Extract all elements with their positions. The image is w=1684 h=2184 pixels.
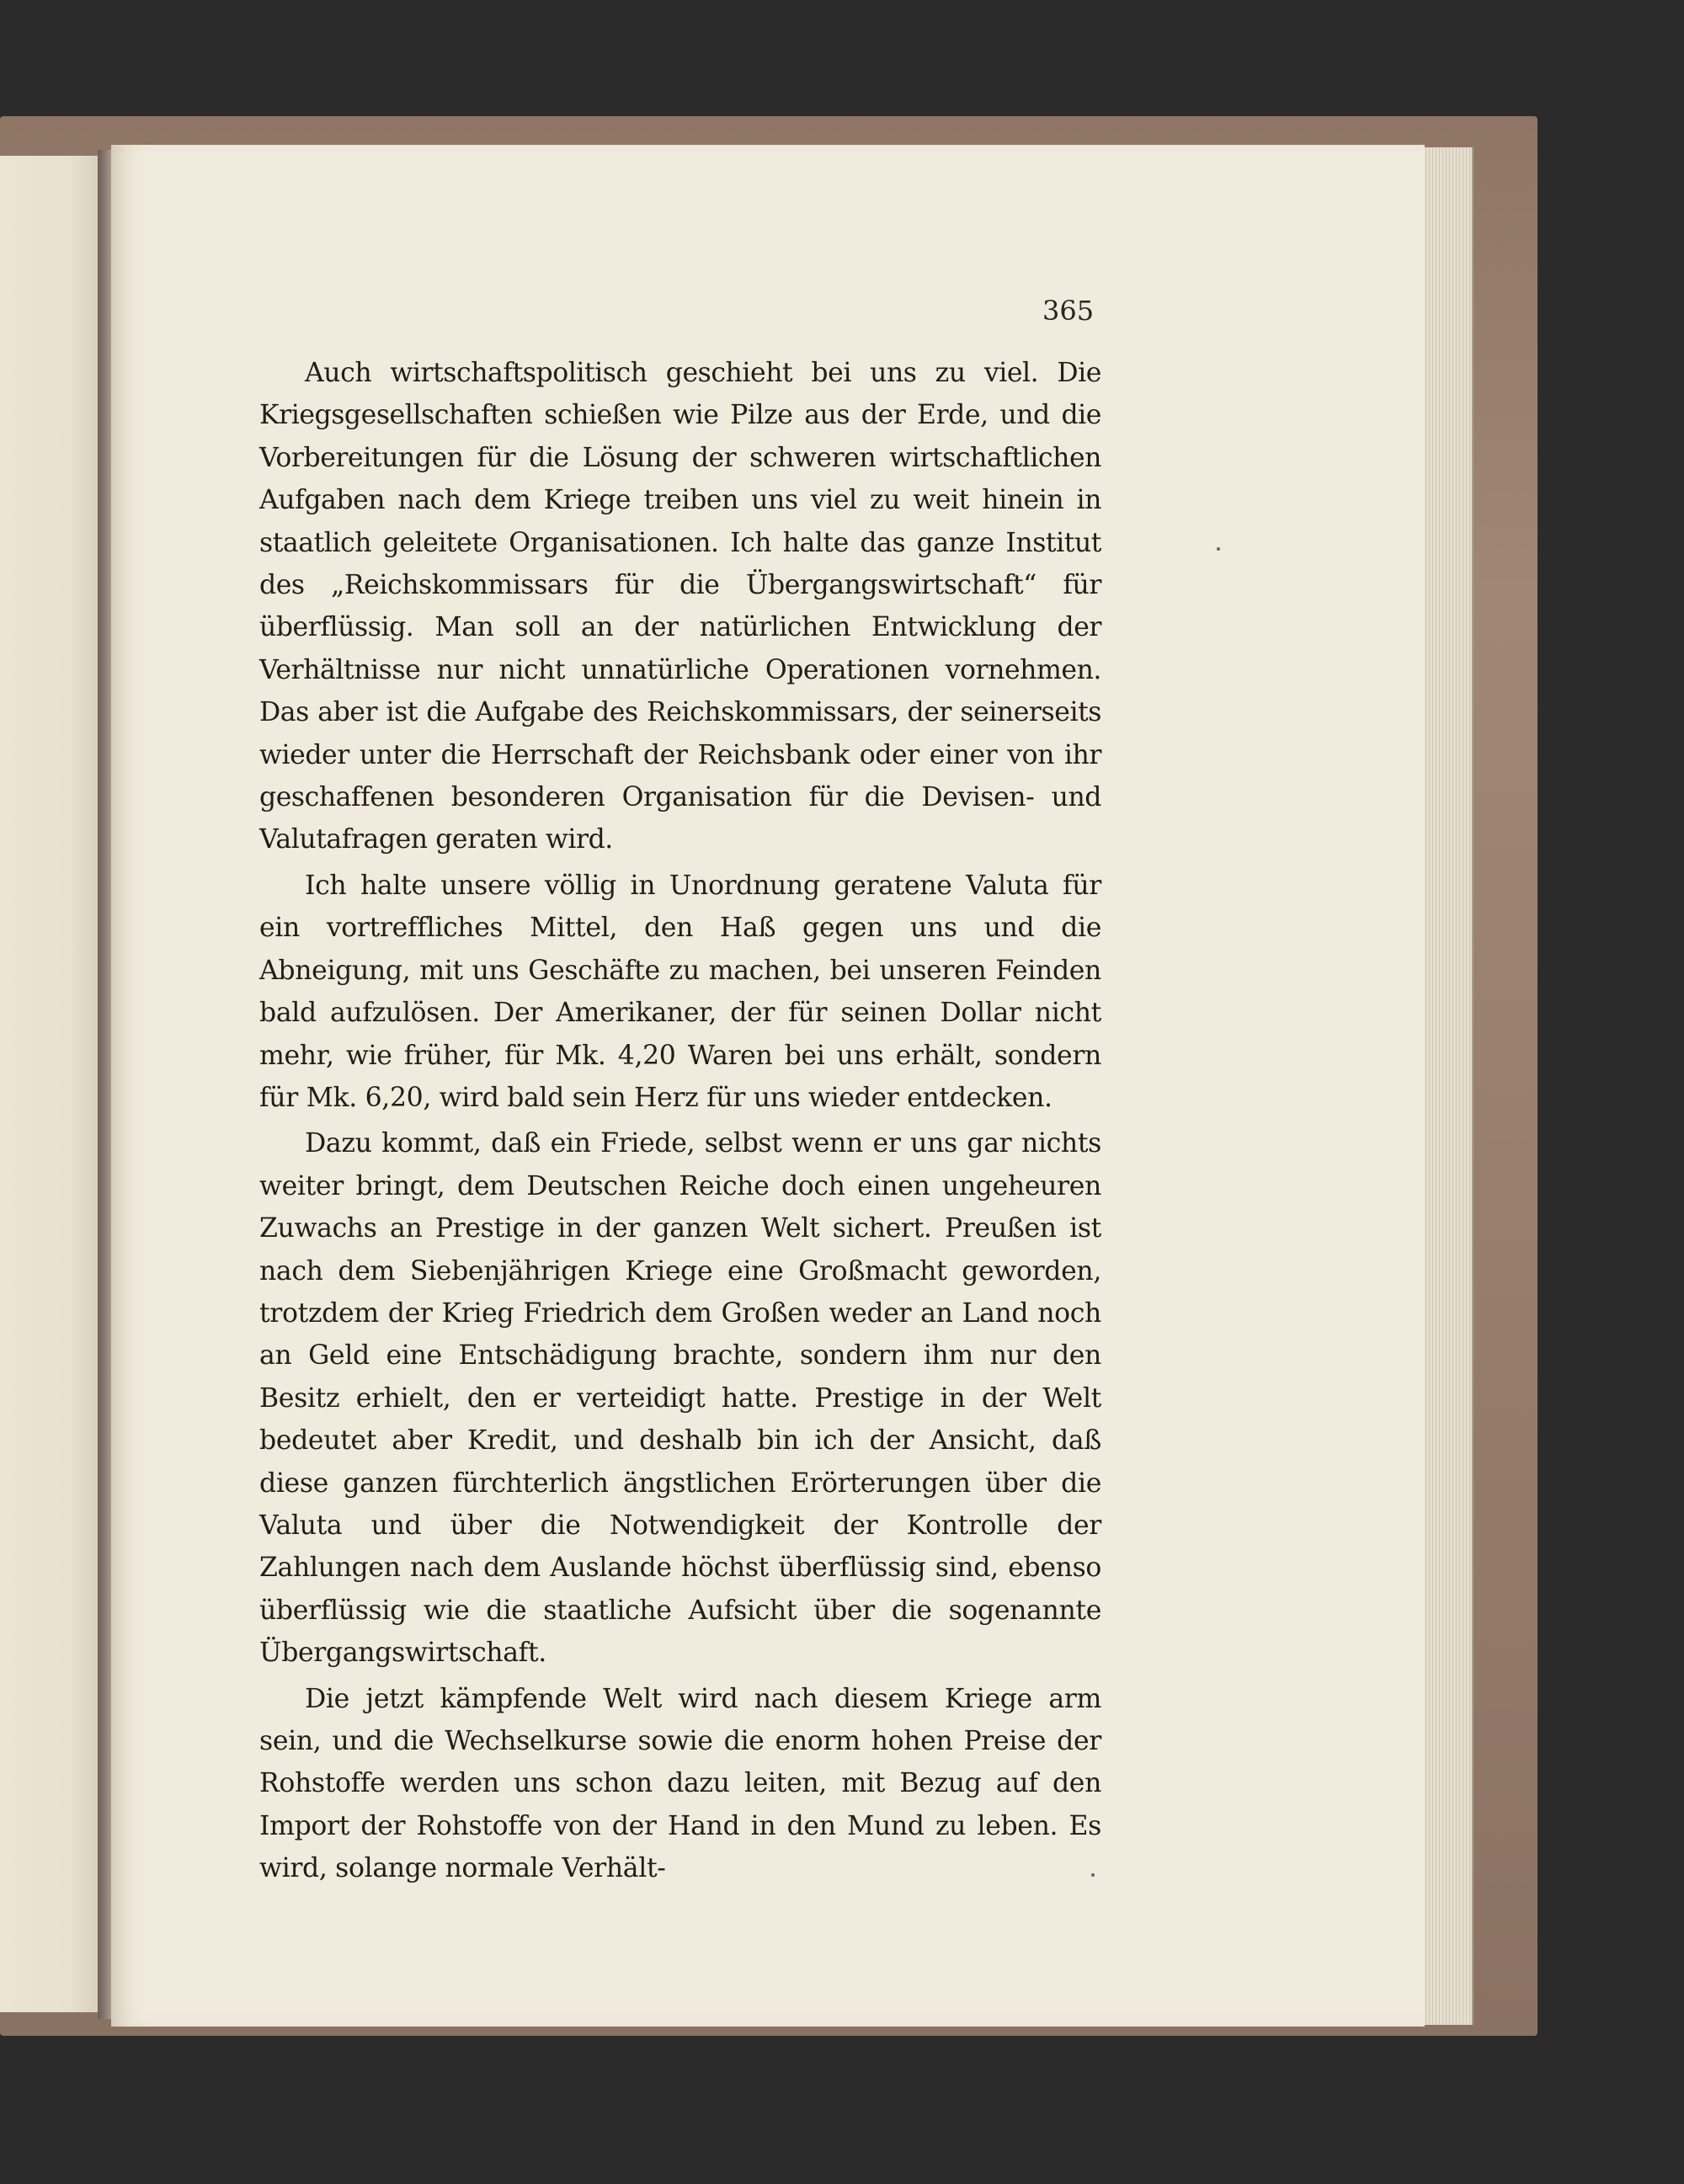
paragraph-4: Die jetzt kämpfende Welt wird nach diesem Kriege arm sein, und die Wechselkurse sowie die enorm hohen Preise der Rohstoffe werden uns schon dazu leiten, mit Bezug auf den Import der Rohstoffe von der Hand in den Mund zu leben. Es wird, solange normale Verhält- (259, 1683, 1101, 1884)
paper-speck (1217, 547, 1220, 551)
previous-page-edge (0, 156, 99, 2012)
paragraph-3: Dazu kommt, daß ein Friede, selbst wenn er uns gar nichts weiter bringt, dem Deutschen Reiche doch einen ungeheuren Zuwachs an Prestige in der ganzen Welt sichert. Preußen ist nach dem Siebenjährigen Kriege eine Großmacht geworden, trotzdem der Krieg Friedrich dem Großen weder an Land noch an Geld eine Entschädigung brachte, sondern ihm nur den Besitz erhielt, den er verteidigt hatte. Prestige in der Welt bedeutet aber Kredit, und deshalb bin ich der Ansicht, daß diese ganzen fürchterlich ängstlichen Erörterungen über die Valuta und über die Notwendigkeit der Kontrolle der Zahlungen nach dem Auslande höchst überflüssig sind, ebenso überflüssig wie die staatliche Aufsicht über die sogenannte Übergangswirtschaft. (259, 1128, 1101, 1669)
body-text (259, 352, 1101, 1890)
page-number: 365 (1042, 295, 1095, 327)
paragraph-1: Auch wirtschaftspolitisch geschieht bei uns zu viel. Die Kriegsgesellschaften schießen wie Pilze aus der Erde, und die Vorbereitungen für die Lösung der schweren wirtschaftlichen Aufgaben nach dem Kriege treiben uns viel zu weit hinein in staatlich geleitete Organisationen. Ich halte das ganze Institut des „Reichskommissars für die Übergangswirtschaft“ für überflüssig. Man soll an der natürlichen Entwicklung der Verhältnisse nur nicht unnatürliche Operationen vornehmen. Das aber ist die Aufgabe des Reichskommissars, der seinerseits wieder unter die Herrschaft der Reichsbank oder einer von ihr geschaffenen besonderen Organisation für die Devisen- und Valutafragen geraten wird. (259, 358, 1101, 855)
paragraph-2: Ich halte unsere völlig in Unordnung geratene Valuta für ein vortreffliches Mittel, den Haß gegen uns und die Abneigung, mit uns Geschäfte zu machen, bei unseren Feinden bald aufzulösen. Der Amerikaner, der für seinen Dollar nicht mehr, wie früher, für Mk. 4,20 Waren bei uns erhält, sondern für Mk. 6,20, wird bald sein Herz für uns wieder entdecken. (259, 870, 1101, 1113)
paper-speck (1091, 1873, 1095, 1877)
page-block-edges (1423, 147, 1474, 2025)
